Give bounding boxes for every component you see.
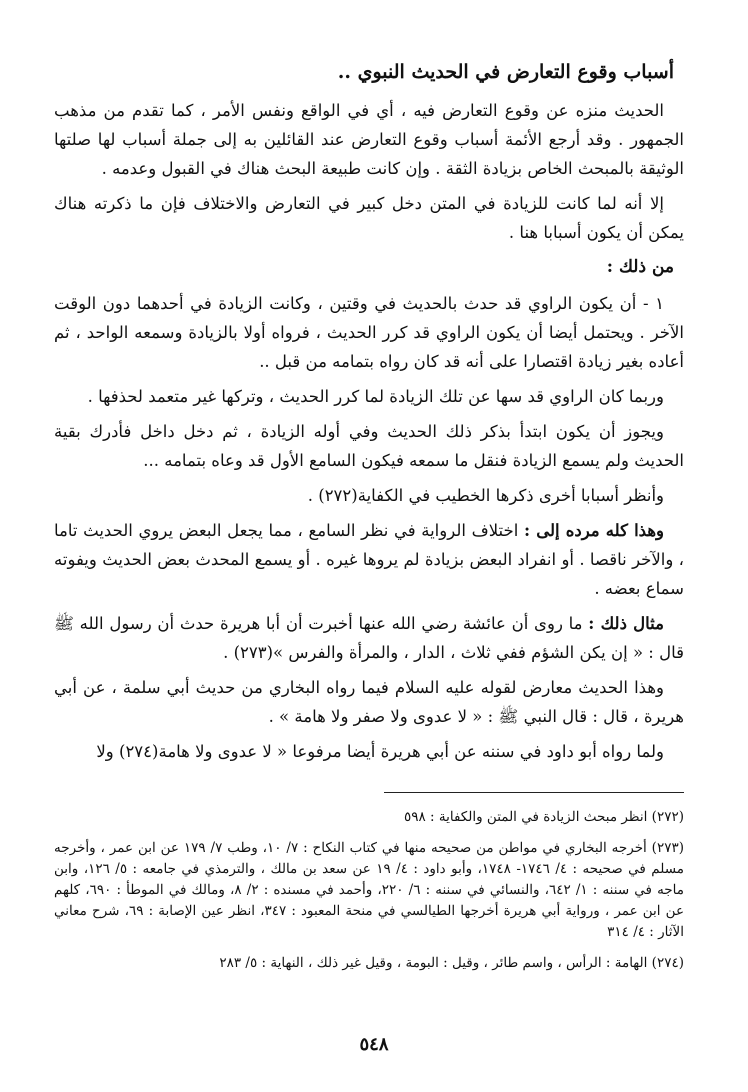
paragraph-text: اختلاف الرواية في نظر السامع ، مما يجعل البعض يروي الحديث تاما ، والآخر ناقصا . أو انفراد البعض بزيادة لم يروها غيره . أو يسمع المحدث بعض الحديث ويفوته سماع بعضه .: [54, 521, 684, 598]
inline-label: وهذا كله مرده إلى :: [523, 521, 665, 540]
paragraph: ويجوز أن يكون ابتدأ بذكر ذلك الحديث وفي أوله الزيادة ، ثم دخل داخل فأدرك بقية الحديث ولم يسمع الزيادة فنقل ما سمعه فيكون السامع الأول قد وعاه بتمامه ...: [54, 422, 684, 470]
footnote: (٢٧٢) انظر مبحث الزيادة في المتن والكفاية : ٥٩٨: [403, 809, 684, 825]
paragraph-reason: [54, 516, 684, 603]
paragraph-example: [54, 609, 684, 667]
paragraph: ولما رواه أبو داود في سننه عن أبي هريرة أيضا مرفوعا « لا عدوى ولا هامة(٢٧٤) ولا: [96, 742, 664, 761]
section-heading: أسباب وقوع التعارض في الحديث النبوي ..: [337, 61, 674, 83]
paragraph: وربما كان الراوي قد سها عن تلك الزيادة لما كرر الحديث ، وتركها غير متعمد لحذفها .: [87, 387, 664, 406]
paragraph: وأنظر أسبابا أخرى ذكرها الخطيب في الكفاية(٢٧٢) .: [307, 486, 664, 505]
paragraph: إلا أنه لما كانت للزيادة في المتن دخل كبير في التعارض والاختلاف فإن ما ذكرته هناك يمكن أن يكون أسبابا هنا .: [54, 194, 684, 242]
paragraph: وهذا الحديث معارض لقوله عليه السلام فيما رواه البخاري من حديث أبي سلمة ، عن أبي هريرة ، قال : قال النبي ﷺ : « لا عدوى ولا صفر ولا هامة » .: [54, 678, 684, 726]
paragraph: ١ - أن يكون الراوي قد حدث بالحديث في وقتين ، وكانت الزيادة في أحدهما دون الوقت الآخر . ويحتمل أيضا أن يكون الراوي قد كرر الحديث ، فرواه أولا بالزيادة وسمعه الواحد ، ثم أعاده بغير زيادة اقتصارا على أنه قد كان رواه بتمامه من قبل ..: [54, 294, 684, 371]
footnote: (٢٧٣) أخرجه البخاري في مواطن من صحيحه منها في كتاب النكاح : ٧/ ١٠، وطب ٧/ ١٧٩ عن ابن عمر ، وأخرجه مسلم في صحيحه : ٤/ ١٧٤٦- ١٧٤٨، وأبو داود : ٤/ ١٩ عن سعد بن مالك ، والترمذي في جامعه : ٥/ ١٢٦، وابن ماجه في سننه : ١/ ٦٤٢، والنسائي في سننه : ٦/ ٢٢٠، وأحمد في مسنده : ٢/ ٨، ومالك في الموطأ : ٦٩٠، كلهم عن ابن عمر ، ورواية أبي هريرة أخرجها الطيالسي في منحة المعبود : ٣٤٧، انظر عين الإصابة : ٦٩، شرح معاني الآثار : ٤/ ٣١٤: [54, 840, 685, 940]
page-number: ٥٤٨: [359, 1034, 389, 1055]
inline-label: مثال ذلك :: [588, 614, 665, 633]
footnote-divider: [384, 792, 684, 793]
paragraph: الحديث منزه عن وقوع التعارض فيه ، أي في الواقع ونفس الأمر ، كما تقدم من مذهب الجمهور . وقد أرجع الأئمة أسباب وقوع التعارض عند القائلين به إلى جملة أسباب لها صلتها الوثيقة بالمبحث الخاص بزيادة الثقة . وإن كانت طبيعة البحث هناك في القبول وعدمه .: [54, 101, 684, 178]
footnote: (٢٧٤) الهامة : الرأس ، واسم طائر ، وقيل : البومة ، وقيل غير ذلك ، النهاية : ٥/ ٢٨٣: [219, 955, 684, 971]
subheading-min-dhalik: من ذلك :: [606, 257, 674, 277]
paragraph-text: ما روى أن عائشة رضي الله عنها أخبرت أن أبا هريرة حدث أن رسول الله ﷺ قال : « إن يكن الشؤم ففي ثلاث ، الدار ، والمرأة والفرس »(٢٧٣) .: [54, 614, 684, 662]
